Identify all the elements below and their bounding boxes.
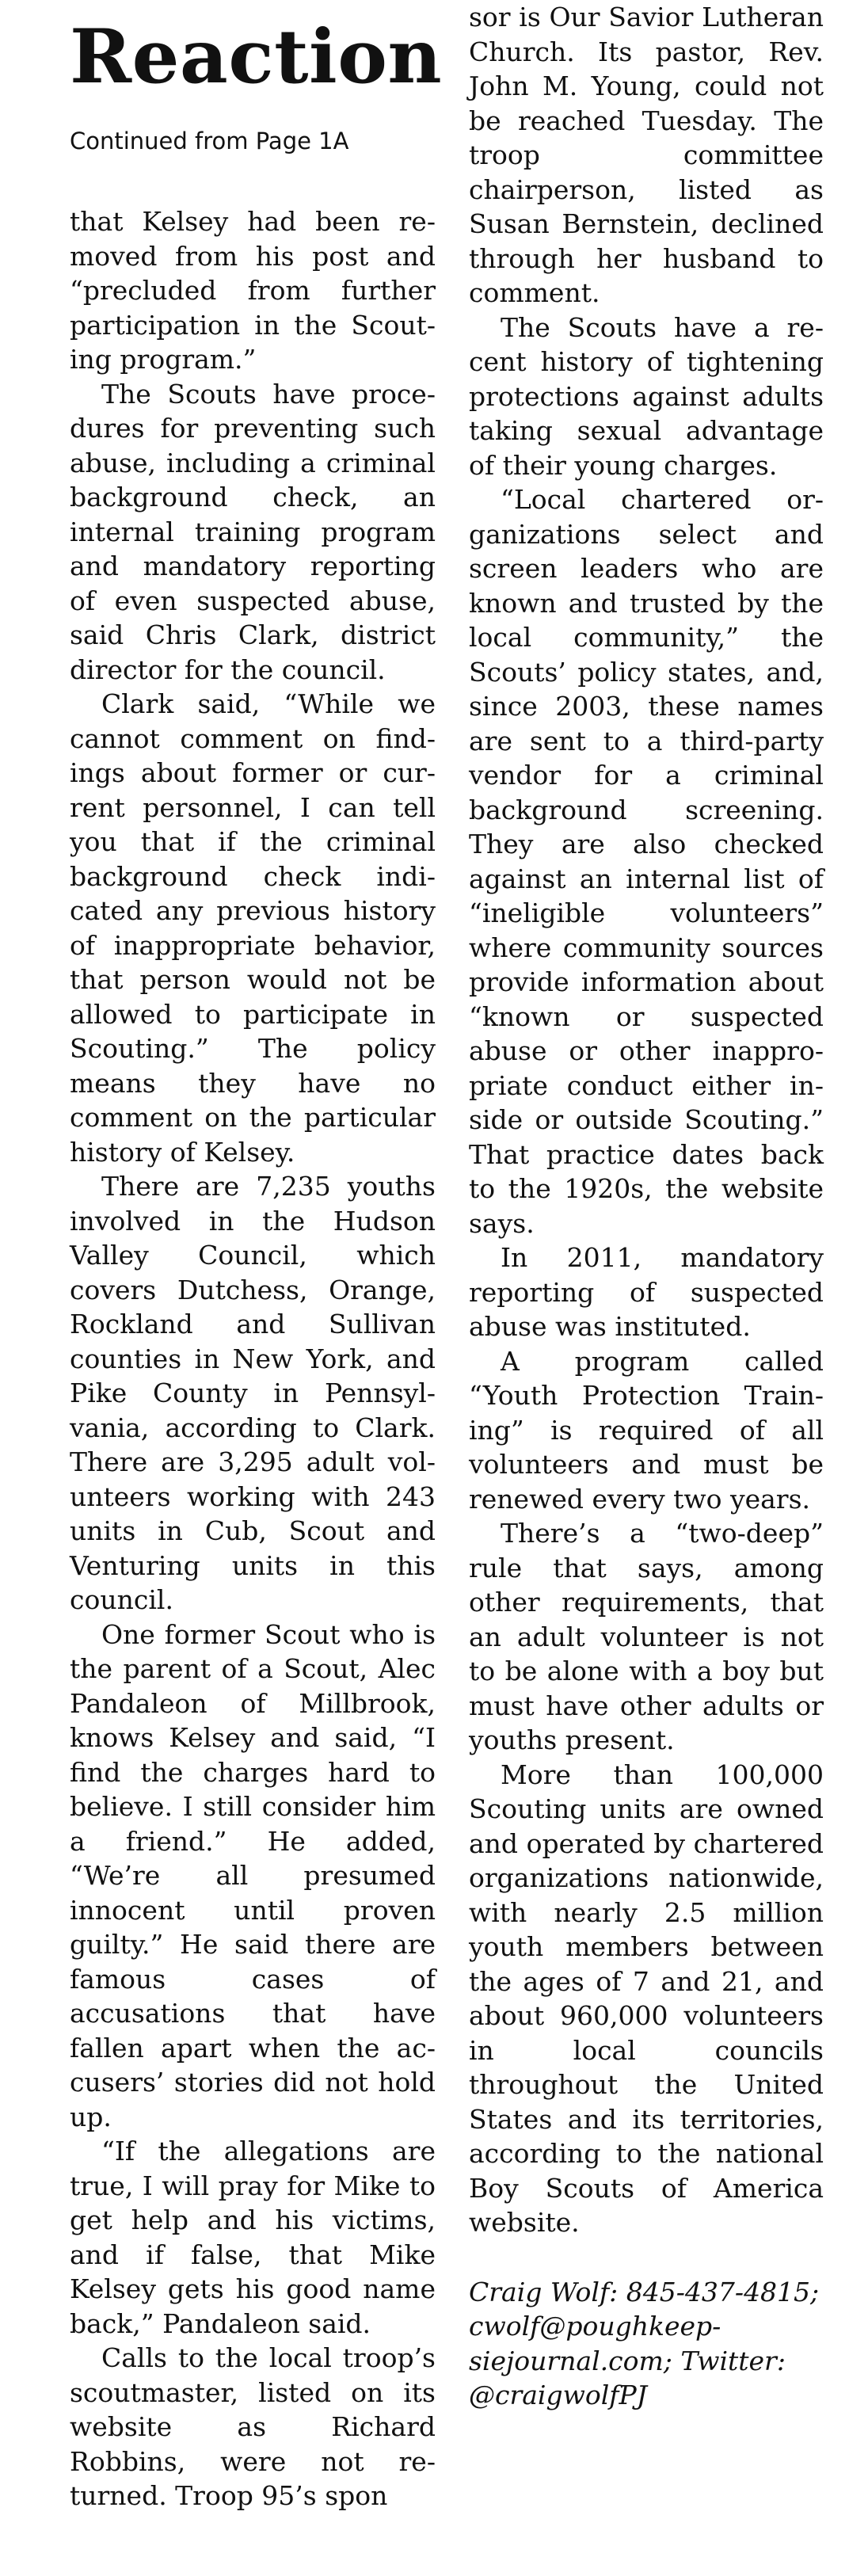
paragraph: There are 7,235 youths involved in the Hudson Valley Council, which covers Dutchess, Orange, Rockland and Sullivan counties in New York, and Pike County in Pennsylvania, according to Clark. There are 3,295 adult volunteers working with 243 units in Cub, Scout and Venturing units in this council.: [70, 1171, 436, 1615]
paragraph: In 2011, mandatory reporting of suspected abuse was instituted.: [469, 1242, 824, 1342]
paragraph: Calls to the local troop’s scoutmaster, listed on its website as Richard Robbins, were not returned. Troop 95’s spon: [70, 2342, 436, 2511]
paragraph: “Local chartered organizations select and screen leaders who are known and trusted by the local community,” the Scouts’ policy states, and, since 2003, these names are sent to a third-party vendor for a criminal background screening. They are also checked against an internal list of “ineligible volunteers” where community sources provide information about “known or suspected abuse or other inappropriate conduct either inside or outside Scouting.” That practice dates back to the 1920s, the website says.: [469, 484, 824, 1239]
left-column: [70, 0, 443, 2513]
paragraph: “If the allegations are true, I will pray for Mike to get help and his victims, and if false, that Mike Kelsey gets his good name back,” Pandaleon said.: [70, 2136, 436, 2339]
paragraph: More than 100,000 Scouting units are owned and operated by chartered organizations nationwide, with nearly 2.5 million youth members between the ages of 7 and 21, and about 960,000 volunteers in local councils throughout the United States and its territories, according to the national Boy Scouts of America website.: [469, 1759, 824, 2238]
right-column: [469, 0, 824, 2413]
paragraph: sor is Our Savior Lutheran Church. Its pastor, Rev. John M. Young, could not be reached Tuesday. The troop committee chairperson, listed as Susan Bernstein, declined through her husband to comment.: [469, 2, 824, 308]
headline: Reaction: [70, 13, 443, 101]
paragraph: Clark said, “While we cannot comment on findings about former or current personnel, I can tell you that if the criminal background check indicated any previous history of inappropriate behavior, that person would not be allowed to participate in Scouting.” The policy means they have no comment on the particular history of Kelsey.: [70, 688, 436, 1168]
paragraph: The Scouts have procedures for preventing such abuse, including a criminal background check, an internal training program and mandatory reporting of even suspected abuse, said Chris Clark, district director for the council.: [70, 378, 436, 685]
paragraph: One former Scout who is the parent of a Scout, Alec Pandaleon of Millbrook, knows Kelsey and said, “I find the charges hard to believe. I still consider him a friend.” He added, “We’re all presumed innocent until proven guilty.” He said there are famous cases of accusations that have fallen apart when the accusers’ stories did not hold up.: [70, 1618, 436, 2132]
author-signoff: Craig Wolf: 845-437-4815; cwolf@poughkeepsiejournal.com; Twitter: @craigwolfPJ: [469, 2276, 820, 2410]
paragraph: A program called “Youth Protection Training” is required of all volunteers and must be renewed every two years.: [469, 1345, 824, 1515]
column-gap: [70, 155, 436, 204]
paragraph: The Scouts have a recent history of tightening protections against adults taking sexual advantage of their young charges.: [469, 311, 824, 481]
paragraph: that Kelsey had been removed from his post and “precluded from further participation in the Scouting program.”: [70, 206, 436, 375]
paragraph: There’s a “two-deep” rule that says, among other requirements, that an adult volunteer is not to be alone with a boy but must have other adults or youths present.: [469, 1518, 824, 1755]
continued-from-line: Continued from Page 1A: [70, 128, 349, 154]
